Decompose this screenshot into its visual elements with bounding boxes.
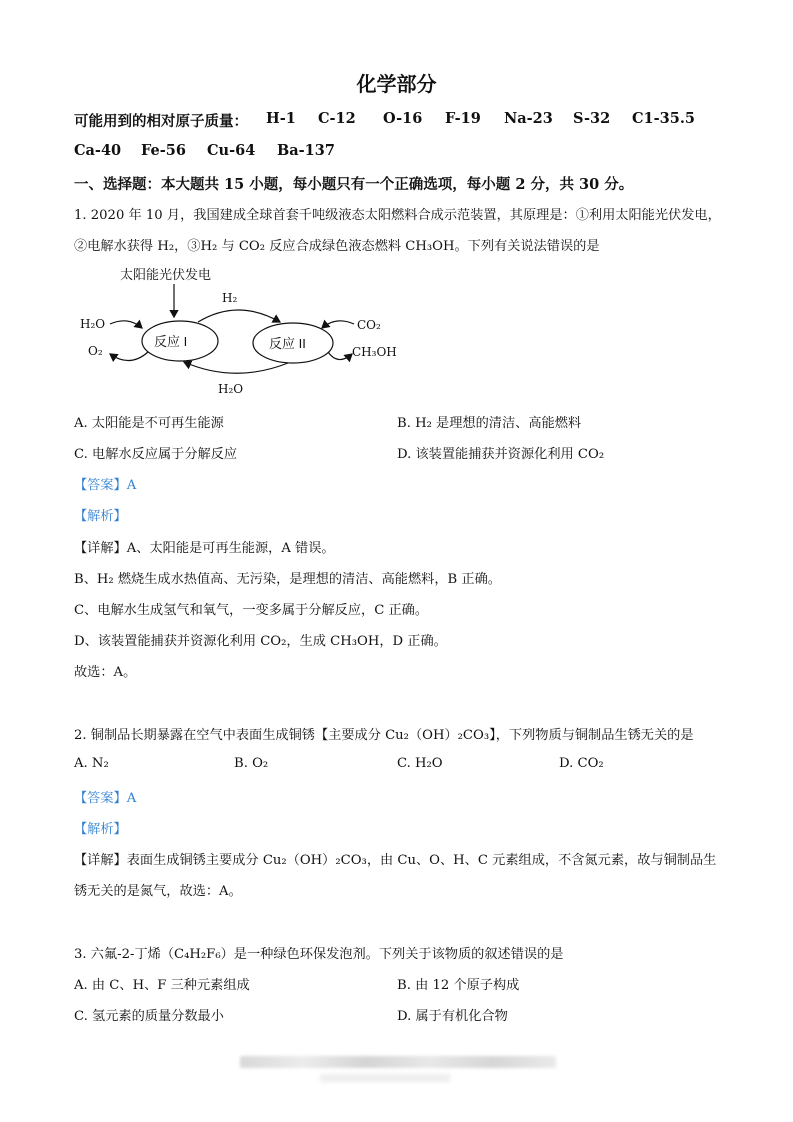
atomic-mass-item: Cu-64 <box>207 142 256 159</box>
atomic-mass-item: F-19 <box>445 110 481 127</box>
answer-tag: 【答案】A <box>74 478 137 493</box>
atomic-mass-label: 可能用到的相对原子质量： <box>74 113 248 130</box>
page-title: 化学部分 <box>356 72 437 96</box>
h2o-in-arrow <box>110 321 142 328</box>
q2-option-d: D. CO₂ <box>559 756 604 771</box>
q1-option-d: D. 该装置能捕获并资源化利用 CO₂ <box>397 447 605 462</box>
atomic-mass-item: C1-35.5 <box>632 110 695 127</box>
h2-top-label: H₂ <box>222 291 238 305</box>
blurred-footer-watermark <box>240 1056 556 1068</box>
o2-out-arrow <box>110 352 148 361</box>
atomic-mass-item: Na-23 <box>504 110 553 127</box>
atomic-mass-item: C-12 <box>318 110 356 127</box>
atomic-mass-item: Fe-56 <box>141 142 186 159</box>
q2-stem: 2. 铜制品长期暴露在空气中表面生成铜锈【主要成分 Cu₂（OH）₂CO₃】，下列物质与铜制品生锈无关的是 <box>74 728 694 743</box>
q1-detail-line: D、该装置能捕获并资源化利用 CO₂，生成 CH₃OH，D 正确。 <box>74 634 447 649</box>
q1-stem-line-1: 1. 2020 年 10 月，我国建成全球首套千吨级液态太阳燃料合成示范装置，其原理是：①利用太阳能光伏发电， <box>74 208 721 223</box>
atomic-mass-item: Ca-40 <box>74 142 122 159</box>
q3-option-d: D. 属于有机化合物 <box>397 1009 508 1024</box>
q3-option-b: B. 由 12 个原子构成 <box>397 978 520 993</box>
q2-option-a: A. N₂ <box>74 756 109 771</box>
o2-left-label: O₂ <box>88 344 103 358</box>
h2o-left-label: H₂O <box>80 317 106 331</box>
reaction-2-label: 反应 II <box>269 336 306 351</box>
q2-answer: 【答案】A <box>74 791 137 806</box>
q1-stem-line-2: ②电解水获得 H₂，③H₂ 与 CO₂ 反应合成绿色液态燃料 CH₃OH。下列有关说法错误的是 <box>74 239 600 254</box>
q1-detail-line: 故选：A。 <box>74 665 137 680</box>
q3-option-a: A. 由 C、H、F 三种元素组成 <box>74 978 250 993</box>
ch3oh-out-arrow <box>328 352 352 360</box>
atomic-mass-item: Ba-137 <box>277 142 335 159</box>
atomic-mass-item: S-32 <box>573 110 611 127</box>
atomic-mass-item: H-1 <box>266 110 296 127</box>
q3-stem: 3. 六氟-2-丁烯（C₄H₂F₆）是一种绿色环保发泡剂。下列关于该物质的叙述错误的是 <box>74 947 564 962</box>
q2-option-b: B. O₂ <box>234 756 269 771</box>
ch3oh-right-label: CH₃OH <box>352 345 397 359</box>
q1-detail-line: B、H₂ 燃烧生成水热值高、无污染，是理想的清洁、高能燃料，B 正确。 <box>74 572 501 587</box>
q1-option-b: B. H₂ 是理想的清洁、高能燃料 <box>397 416 582 431</box>
q1-option-a: A. 太阳能是不可再生能源 <box>74 416 224 431</box>
q1-detail-line: C、电解水生成氢气和氧气，一变多属于分解反应，C 正确。 <box>74 603 429 618</box>
co2-in-arrow <box>322 321 354 328</box>
q1-answer <box>74 474 136 493</box>
blurred-footer-watermark <box>320 1074 450 1082</box>
q2-analysis-tag: 【解析】 <box>74 822 127 837</box>
solar-label: 太阳能光伏发电 <box>120 267 212 282</box>
q1-option-c: C. 电解水反应属于分解反应 <box>74 447 238 462</box>
q1-analysis-tag: 【解析】 <box>74 509 127 524</box>
atomic-mass-item: O-16 <box>383 110 423 127</box>
co2-right-label: CO₂ <box>357 318 381 332</box>
q2-detail-line-1: 【详解】表面生成铜锈主要成分 Cu₂（OH）₂CO₃，由 Cu、O、H、C 元素组成，不含氮元素，故与铜制品生 <box>74 853 717 868</box>
h2o-bottom-arrow <box>184 362 288 373</box>
reaction-diagram <box>70 262 430 402</box>
section-heading: 一、选择题：本大题共 15 小题，每小题只有一个正确选项，每小题 2 分，共 30 分。 <box>74 176 634 193</box>
h2-arrow <box>198 310 280 322</box>
q1-detail-line: 【详解】A、太阳能是可再生能源，A 错误。 <box>74 541 335 556</box>
atomic-mass-row-1 <box>74 110 774 130</box>
q2-option-c: C. H₂O <box>397 756 443 771</box>
q3-option-c: C. 氢元素的质量分数最小 <box>74 1009 224 1024</box>
atomic-mass-row-2 <box>74 142 474 162</box>
h2o-bottom-label: H₂O <box>218 382 244 396</box>
reaction-1-label: 反应 I <box>154 334 188 349</box>
q2-detail-line-2: 锈无关的是氮气，故选：A。 <box>74 884 242 899</box>
